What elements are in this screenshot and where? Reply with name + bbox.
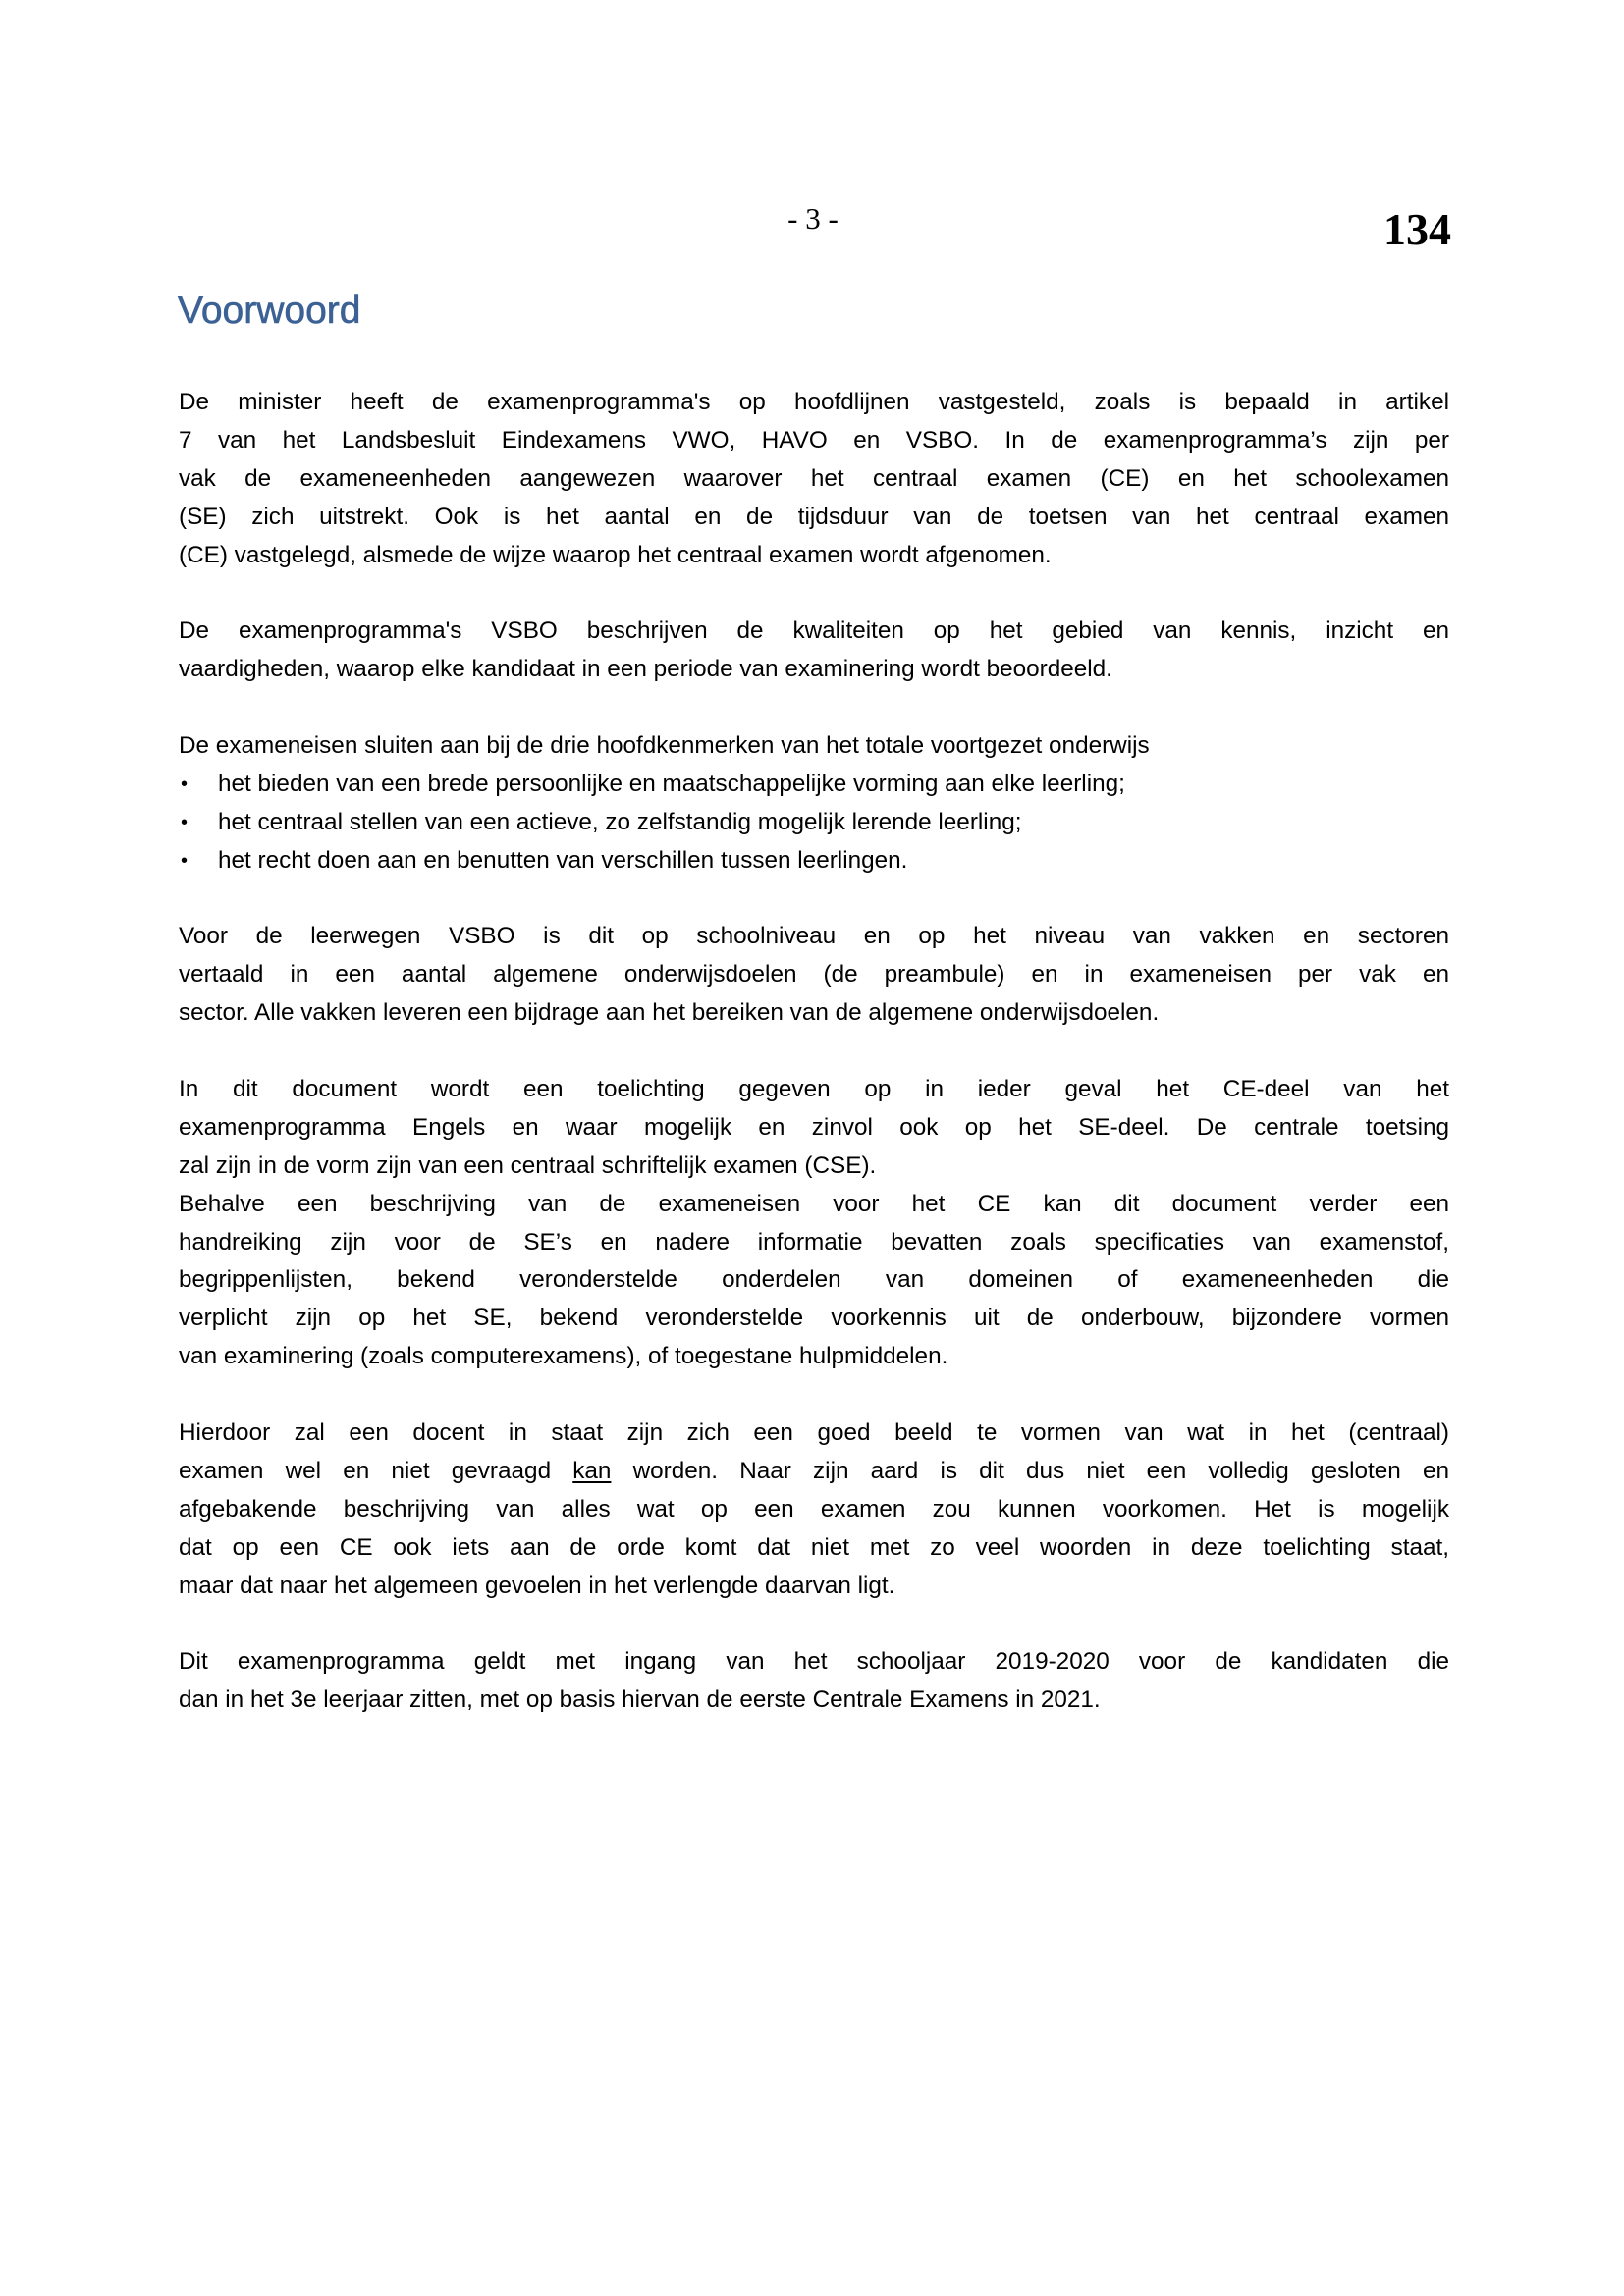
paragraph-spacer <box>179 1606 1449 1644</box>
text-line: De minister heeft de examenprogramma's op hoofdlijnen vastgesteld, zoals is bepaald in artikel <box>179 389 1449 415</box>
bullet-item <box>179 842 1449 881</box>
text-line: In dit document wordt een toelichting gegeven op in ieder geval het CE-deel van het <box>179 1076 1449 1103</box>
text-line: zal zijn in de vorm zijn van een centraal schriftelijk examen (CSE). <box>179 1151 877 1179</box>
paragraph-requirements <box>179 727 1449 881</box>
text-line: Hierdoor zal een docent in staat zijn zich een goed beeld te vormen van wat in het (centraal) <box>179 1419 1449 1447</box>
text-line: 7 van het Landsbesluit Eindexamens VWO, HAVO en VSBO. In de examenprogramma’s zijn per <box>179 426 1449 454</box>
text-fragment: worden. Naar zijn aard is dit dus niet een volledig gesloten en <box>611 1457 1449 1484</box>
text-line: vertaald in een aantal algemene onderwijsdoelen (de preambule) en in exameneisen per vak en <box>179 961 1449 988</box>
bullet-icon: • <box>181 849 189 872</box>
text-line: De examenprogramma's VSBO beschrijven de kwaliteiten op het gebied van kennis, inzicht en <box>179 617 1449 645</box>
underlined-word: kan <box>572 1457 612 1484</box>
paragraph-document-purpose <box>179 1071 1449 1186</box>
text-line: Dit examenprogramma geldt met ingang van het schooljaar 2019-2020 voor de kandidaten die <box>179 1648 1449 1676</box>
text-line: van examinering (zoals computerexamens), of toegestane hulpmiddelen. <box>179 1343 948 1370</box>
bullet-text: het recht doen aan en benutten van verschillen tussen leerlingen. <box>218 846 908 874</box>
section-heading: Voorwoord <box>178 290 361 332</box>
text-fragment: examen wel en niet gevraagd <box>179 1457 573 1484</box>
document-body <box>179 384 1449 1720</box>
paragraph-validity <box>179 1643 1449 1720</box>
text-line: begrippenlijsten, bekend veronderstelde onderdelen van domeinen of exameneenheden die <box>179 1266 1449 1294</box>
text-line <box>179 1453 1449 1491</box>
paragraph-qualities <box>179 613 1449 689</box>
bullet-text: het centraal stellen van een actieve, zo zelfstandig mogelijk lerende leerling; <box>218 808 1022 835</box>
paragraph-intro <box>179 384 1449 574</box>
paragraph-learning-paths <box>179 918 1449 1033</box>
paragraph-spacer <box>179 1376 1449 1415</box>
text-line: dat op een CE ook iets aan de orde komt dat niet met zo veel woorden in deze toelichting staat, <box>179 1533 1449 1561</box>
paragraph-spacer <box>179 689 1449 727</box>
text-line: sector. Alle vakken leveren een bijdrage aan het bereiken van de algemene onderwijsdoelen. <box>179 999 1160 1027</box>
document-number: 134 <box>1383 204 1451 254</box>
paragraph-spacer <box>179 1033 1449 1071</box>
bullet-icon: • <box>181 811 189 833</box>
paragraph-additional-info <box>179 1186 1449 1376</box>
text-line: Behalve een beschrijving van de exameneisen voor het CE kan dit document verder een <box>179 1190 1449 1217</box>
paragraph-spacer <box>179 881 1449 919</box>
paragraph-spacer <box>179 574 1449 613</box>
text-line: verplicht zijn op het SE, bekend veronderstelde voorkennis uit de onderbouw, bijzondere vormen <box>179 1305 1449 1332</box>
bullet-item <box>179 804 1449 842</box>
bullet-list <box>179 766 1449 881</box>
text-line: vak de exameneenheden aangewezen waarover het centraal examen (CE) en het schoolexamen <box>179 464 1449 492</box>
text-line: maar dat naar het algemeen gevoelen in het verlengde daarvan ligt. <box>179 1572 895 1599</box>
text-line: (SE) zich uitstrekt. Ook is het aantal en de tijdsduur van de toetsen van het centraal examen <box>179 503 1449 530</box>
text-line: (CE) vastgelegd, alsmede de wijze waarop het centraal examen wordt afgenomen. <box>179 541 1052 568</box>
text-line: vaardigheden, waarop elke kandidaat in een periode van examinering wordt beoordeeld. <box>179 656 1112 683</box>
text-line: De exameneisen sluiten aan bij de drie hoofdkenmerken van het totale voortgezet onderwijs <box>179 732 1150 760</box>
bullet-icon: • <box>181 773 189 795</box>
text-line: dan in het 3e leerjaar zitten, met op basis hiervan de eerste Centrale Examens in 2021. <box>179 1686 1101 1714</box>
text-line: examenprogramma Engels en waar mogelijk en zinvol ook op het SE-deel. De centrale toetsing <box>179 1113 1449 1141</box>
text-line: handreiking zijn voor de SE’s en nadere informatie bevatten zoals specificaties van examenstof, <box>179 1228 1449 1255</box>
page-number: - 3 - <box>787 201 839 236</box>
bullet-item <box>179 766 1449 804</box>
text-line: Voor de leerwegen VSBO is dit op schoolniveau en op het niveau van vakken en sectoren <box>179 923 1449 950</box>
text-line: afgebakende beschrijving van alles wat op een examen zou kunnen voorkomen. Het is mogelijk <box>179 1495 1449 1522</box>
paragraph-scope <box>179 1415 1449 1605</box>
bullet-text: het bieden van een brede persoonlijke en maatschappelijke vorming aan elke leerling; <box>218 770 1125 797</box>
